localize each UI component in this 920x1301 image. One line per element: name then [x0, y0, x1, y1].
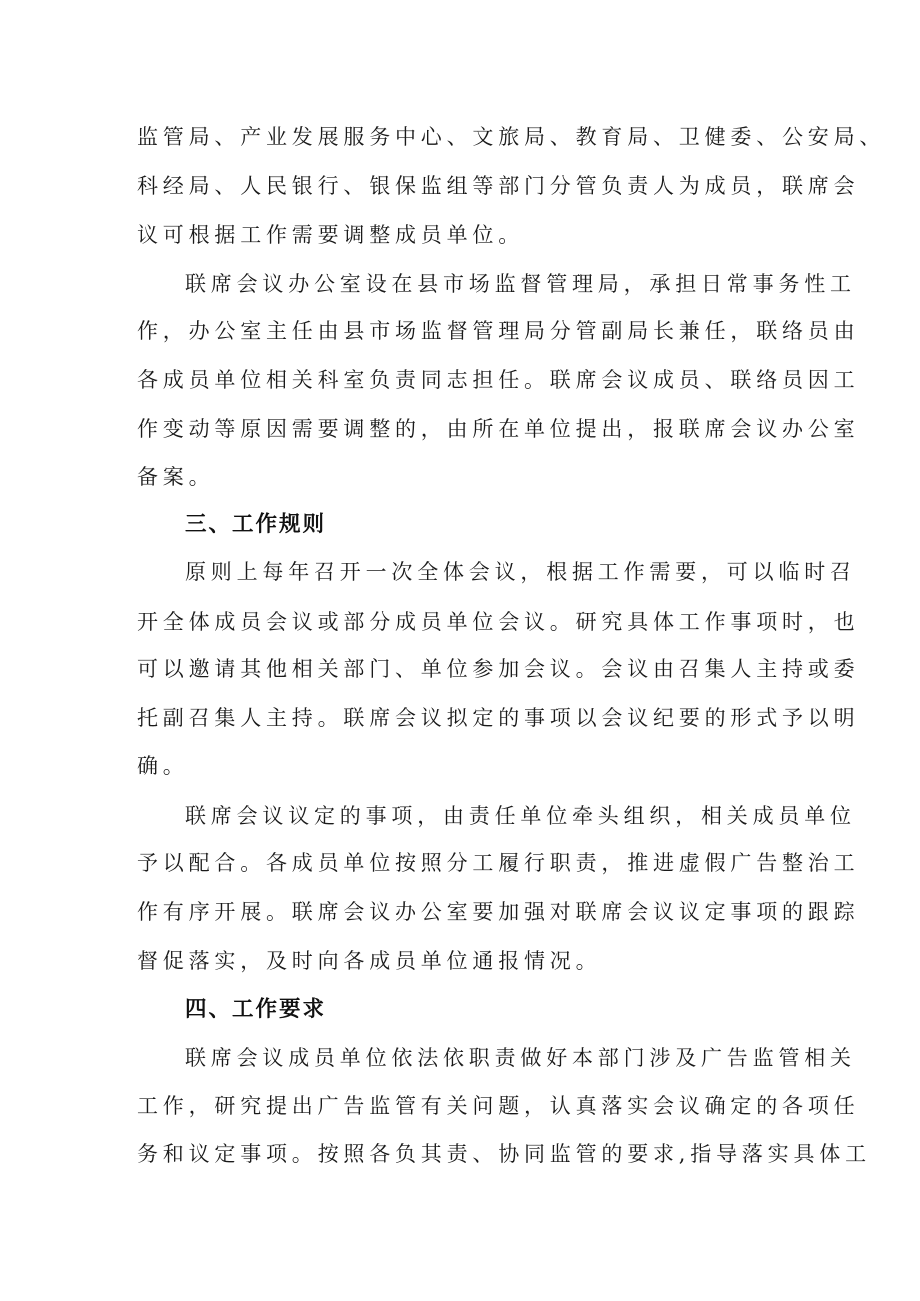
text-line: 作，办公室主任由县市场监督管理局分管副局长兼任，联络员由: [137, 319, 860, 343]
text-line: 开全体成员会议或部分成员单位会议。研究具体工作事项时，也: [137, 610, 860, 634]
text-line: 托副召集人主持。联席会议拟定的事项以会议纪要的形式予以明: [137, 706, 860, 730]
text-line: 联席会议议定的事项，由责任单位牵头组织，相关成员单位: [185, 804, 856, 828]
text-line: 作有序开展。联席会议办公室要加强对联席会议议定事项的跟踪: [137, 900, 860, 924]
text-line: 督促落实，及时向各成员单位通报情况。: [137, 949, 602, 973]
text-line: 原则上每年召开一次全体会议，根据工作需要，可以临时召: [185, 560, 856, 584]
text-line: 科经局、人民银行、银保监组等部门分管负责人为成员，联席会: [137, 174, 860, 198]
text-line: 作变动等原因需要调整的，由所在单位提出，报联席会议办公室: [137, 417, 860, 441]
section-heading: 三、工作规则: [185, 512, 327, 537]
text-line: 各成员单位相关科室负责同志担任。联席会议成员、联络员因工: [137, 368, 860, 392]
text-line: 联席会议办公室设在县市场监督管理局，承担日常事务性工: [185, 272, 856, 296]
text-line: 议可根据工作需要调整成员单位。: [137, 223, 524, 247]
text-line: 联席会议成员单位依法依职责做好本部门涉及广告监管相关: [185, 1046, 856, 1070]
text-line: 务和议定事项。按照各负其责、协同监管的要求,指导落实具体工: [137, 1142, 871, 1166]
text-line: 工作，研究提出广告监管有关问题，认真落实会议确定的各项任: [137, 1094, 860, 1118]
text-line: 予以配合。各成员单位按照分工履行职责，推进虚假广告整治工: [137, 851, 860, 875]
text-line: 监管局、产业发展服务中心、文旅局、教育局、卫健委、公安局、: [137, 125, 886, 149]
section-heading: 四、工作要求: [185, 997, 327, 1022]
text-line: 可以邀请其他相关部门、单位参加会议。会议由召集人主持或委: [137, 657, 860, 681]
text-line: 确。: [137, 754, 189, 778]
text-line: 备案。: [137, 465, 215, 489]
